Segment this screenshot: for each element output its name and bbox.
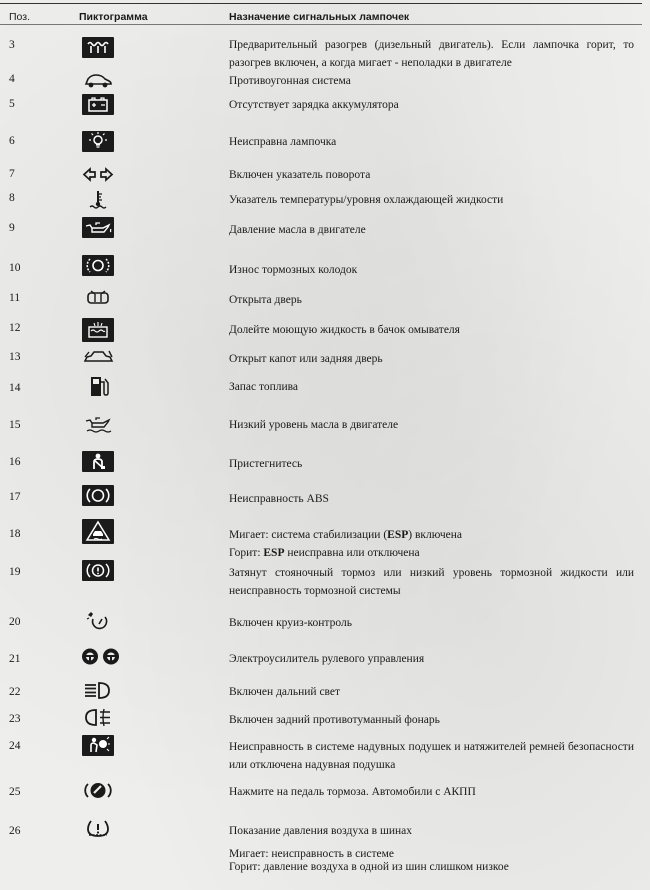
- rear-fog-light-icon: [82, 707, 114, 728]
- row-text: Нажмите на педаль тормоза. Автомобили с АКПП: [229, 786, 476, 798]
- row-number: 12: [9, 322, 21, 334]
- header-rule: [0, 24, 642, 25]
- row-text: Показание давления воздуха в шинах: [229, 825, 412, 837]
- row-text: Неисправна лампочка: [229, 136, 337, 148]
- row-number: 14: [9, 382, 21, 394]
- row-number: 4: [9, 73, 15, 85]
- row-text: [229, 526, 634, 562]
- row-text: Долейте моющую жидкость в бачок омывателя: [229, 324, 460, 336]
- esp-on-prefix: Горит:: [229, 547, 264, 559]
- row-text: Открыт капот или задняя дверь: [229, 353, 383, 365]
- row-text: Отсутствует зарядка аккумулятора: [229, 99, 399, 111]
- esp-flash-prefix: Мигает: система стабилизации (: [229, 529, 388, 541]
- row-text: Открыта дверь: [229, 294, 302, 306]
- row-number: 16: [9, 456, 21, 468]
- cruise-control-icon: [82, 609, 114, 634]
- row-number: 18: [9, 528, 21, 540]
- row-number: 13: [9, 351, 21, 363]
- oil-pressure-icon: [82, 217, 114, 238]
- row-number: 15: [9, 419, 21, 431]
- row-text: Включен круиз-контроль: [229, 617, 352, 629]
- row-text: Противоугонная система: [229, 75, 351, 87]
- row-number: 25: [9, 786, 21, 798]
- row-text: Низкий уровень масла в двигателе: [229, 419, 399, 431]
- row-text: Включен дальний свет: [229, 686, 341, 698]
- row-text: Электроусилитель рулевого управления: [229, 653, 425, 665]
- turn-signal-icon: [82, 164, 114, 185]
- esp-flash-suffix: ) включена: [408, 529, 463, 541]
- fuel-icon: [82, 373, 114, 399]
- row-text: Предварительный разогрев (дизельный двигатель). Если лампочка горит, то разогрев включен, а когда мигает - неполадки в двигателе: [229, 39, 634, 69]
- door-open-icon: [82, 288, 114, 309]
- row-text: Указатель температуры/уровня охлаждающей жидкости: [229, 194, 504, 206]
- glow-plug-icon: [82, 37, 114, 58]
- coolant-temperature-icon: [82, 189, 114, 210]
- row-number: 6: [9, 135, 15, 147]
- battery-icon: [82, 94, 114, 115]
- row-number: 7: [9, 168, 15, 180]
- row-number: 8: [9, 192, 15, 204]
- row-text: Включен задний противотуманный фонарь: [229, 714, 440, 726]
- row-number: 5: [9, 98, 15, 110]
- row-number: 10: [9, 262, 21, 274]
- high-beam-icon: [82, 680, 114, 701]
- low-oil-level-icon: [82, 414, 114, 435]
- seatbelt-icon: [82, 451, 114, 472]
- header-pos: Поз.: [9, 11, 30, 23]
- row-text: Неисправность в системе надувных подушек и натяжителей ремней безопасности или отключена надувная подушка: [229, 741, 634, 771]
- row-text: Давление масла в двигателе: [229, 224, 366, 236]
- anti-theft-car-icon: [82, 70, 114, 91]
- parking-brake-icon: [82, 560, 114, 581]
- header-icon: Пиктограмма: [79, 11, 148, 23]
- esp-abbr: ESP: [263, 547, 285, 559]
- press-brake-pedal-icon: [82, 780, 114, 801]
- esp-on-suffix: неисправна или отключена: [284, 547, 420, 559]
- row-number: 11: [9, 292, 21, 304]
- row-text: Пристегнитесь: [229, 458, 303, 470]
- tire-flash-note: Мигает: неисправность в системе: [229, 848, 394, 860]
- row-number: 3: [9, 39, 15, 51]
- bulb-failure-icon: [82, 131, 114, 152]
- airbag-icon: [82, 735, 114, 756]
- row-number: 23: [9, 713, 21, 725]
- power-steering-icon: [78, 646, 122, 667]
- esp-abbr: ESP: [387, 529, 409, 541]
- row-number: 20: [9, 616, 21, 628]
- esp-icon: [82, 519, 114, 544]
- header-desc: Назначение сигнальных лампочек: [229, 11, 410, 23]
- abs-icon: [82, 485, 114, 506]
- row-number: 21: [9, 653, 21, 665]
- tire-on-note: Горит: давление воздуха в одной из шин слишком низкое: [229, 861, 509, 873]
- row-text: Включен указатель поворота: [229, 169, 371, 181]
- hood-trunk-open-icon: [82, 347, 114, 368]
- row-text: Запас топлива: [229, 381, 299, 393]
- row-number: 19: [9, 566, 21, 578]
- row-number: 26: [9, 825, 21, 837]
- row-number: 9: [9, 222, 15, 234]
- row-text: Неисправность ABS: [229, 493, 329, 505]
- tire-pressure-icon: [82, 818, 114, 839]
- brake-pad-wear-icon: [82, 255, 114, 276]
- row-number: 22: [9, 686, 21, 698]
- row-text: Затянут стояночный тормоз или низкий уровень тормозной жидкости или неисправность тормозной системы: [229, 567, 634, 597]
- row-number: 17: [9, 491, 21, 503]
- washer-fluid-icon: [82, 318, 114, 342]
- top-rule: [0, 3, 642, 4]
- row-number: 24: [9, 740, 21, 752]
- tire-pressure-details: [229, 848, 634, 874]
- row-text: Износ тормозных колодок: [229, 264, 358, 276]
